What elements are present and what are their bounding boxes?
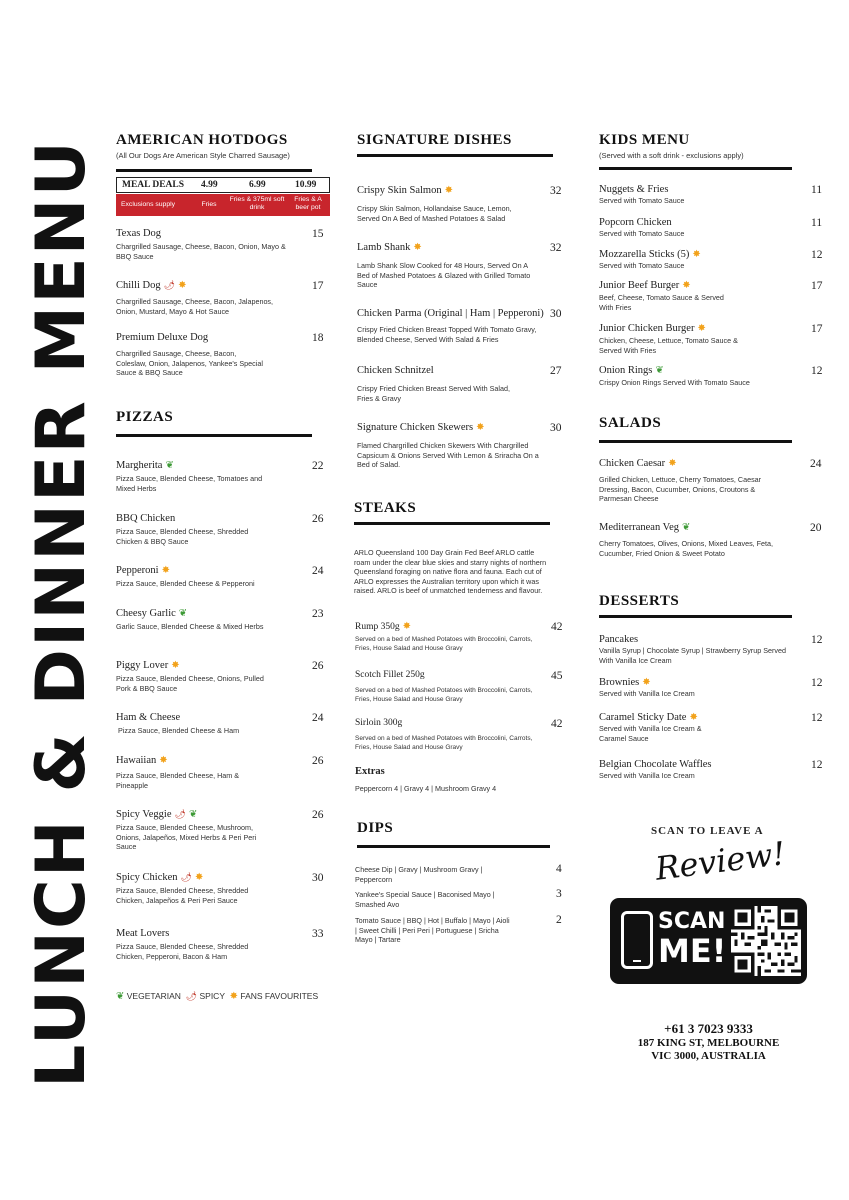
dip-desc: Yankee's Special Sauce | Baconised Mayo | Smashed Avo bbox=[355, 890, 495, 909]
leaf-icon: ❦ bbox=[116, 991, 125, 1002]
item-price: 26 bbox=[312, 809, 324, 821]
star-icon: ✸ bbox=[444, 185, 453, 196]
pizzas-title: PIZZAS bbox=[116, 409, 174, 425]
item-name: Hawaiian bbox=[116, 755, 157, 766]
item-price: 32 bbox=[550, 242, 562, 254]
item-desc: Served on a bed of Mashed Potatoes with Broccolini, Carrots, Fries, House Salad and House Gravy bbox=[355, 636, 533, 652]
menu-item bbox=[116, 513, 326, 546]
meal-deal-price: 6.99 bbox=[249, 180, 266, 190]
section-rule bbox=[357, 845, 550, 848]
hotdogs-title: AMERICAN HOTDOGS bbox=[116, 132, 288, 148]
star-icon: ✸ bbox=[413, 242, 422, 253]
menu-item bbox=[116, 228, 326, 261]
item-price: 17 bbox=[811, 280, 823, 292]
item-desc: Served with Tomato Sauce bbox=[599, 261, 685, 270]
legend-spicy: SPICY bbox=[199, 991, 225, 1001]
dip-item bbox=[355, 862, 565, 884]
kids-title: KIDS MENU bbox=[599, 132, 690, 148]
item-price: 26 bbox=[312, 755, 324, 767]
item-name: Chicken Caesar bbox=[599, 458, 666, 469]
phone-icon bbox=[621, 911, 653, 969]
menu-item bbox=[355, 670, 565, 704]
item-desc: Served on a bed of Mashed Potatoes with Broccolini, Carrots, Fries, House Salad and House Gravy bbox=[355, 735, 533, 751]
meal-deals-notes bbox=[116, 194, 330, 216]
chili-icon: 🌶 bbox=[163, 280, 176, 290]
menu-item bbox=[357, 185, 567, 223]
item-price: 12 bbox=[811, 634, 823, 646]
menu-item bbox=[116, 809, 326, 852]
dip-price: 4 bbox=[556, 863, 562, 875]
item-name: Piggy Lover bbox=[116, 660, 169, 671]
menu-item bbox=[116, 565, 326, 589]
item-desc: Pizza Sauce, Blended Cheese & Pepperoni bbox=[116, 579, 255, 588]
page-title: LUNCH & DINNER MENU bbox=[22, 139, 101, 1088]
item-desc: Pizza Sauce, Blended Cheese, Mushroom, Onions, Jalapeños, Mixed Herbs & Peri Peri Sauce bbox=[116, 823, 257, 851]
item-desc: Pizza Sauce, Blended Cheese & Ham bbox=[118, 726, 240, 735]
item-price: 30 bbox=[312, 872, 324, 884]
item-name: Margherita bbox=[116, 460, 163, 471]
item-desc: Chargrilled Sausage, Cheese, Bacon, Onion, Mayo & BBQ Sauce bbox=[116, 242, 286, 261]
menu-item bbox=[599, 458, 824, 504]
item-desc: Pizza Sauce, Blended Cheese, Shredded Chicken, Pepperoni, Bacon & Ham bbox=[116, 942, 249, 961]
item-desc: Vanilla Syrup | Chocolate Syrup | Strawberry Syrup Served With Vanilla Ice Cream bbox=[599, 646, 786, 665]
item-desc: Grilled Chicken, Lettuce, Cherry Tomatoes, Caesar Dressing, Bacon, Cucumber, Onions, Croutons & Parmesan Cheese bbox=[599, 475, 762, 503]
steaks-section bbox=[354, 500, 554, 516]
item-name: Junior Beef Burger bbox=[599, 280, 680, 291]
item-name: Onion Rings bbox=[599, 365, 653, 376]
star-icon: ✸ bbox=[229, 991, 238, 1002]
item-name: Spicy Veggie bbox=[116, 809, 172, 820]
item-name: Cheesy Garlic bbox=[116, 608, 176, 619]
menu-item bbox=[599, 677, 824, 699]
item-desc: Crispy Onion Rings Served With Tomato Sauce bbox=[599, 378, 750, 387]
item-price: 11 bbox=[811, 184, 823, 196]
item-desc: Chargrilled Sausage, Cheese, Bacon, Coleslaw, Onion, Jalapenos, Yankee's Special Sauce & BBQ Sauce bbox=[116, 349, 263, 377]
item-desc: Served with Vanilla Ice Cream & Caramel Sauce bbox=[599, 724, 702, 743]
menu-item bbox=[116, 660, 326, 693]
item-name: Chicken Parma (Original | Ham | Pepperoni) bbox=[357, 308, 544, 319]
menu-item bbox=[599, 365, 824, 388]
item-price: 12 bbox=[811, 677, 823, 689]
star-icon: ✸ bbox=[682, 280, 691, 291]
item-name: Nuggets & Fries bbox=[599, 184, 669, 195]
item-price: 26 bbox=[312, 660, 324, 672]
signature-title: SIGNATURE DISHES bbox=[357, 132, 512, 148]
leaf-icon: ❦ bbox=[178, 608, 188, 619]
star-icon: ✸ bbox=[642, 677, 651, 688]
meal-deals-box bbox=[116, 177, 330, 221]
item-price: 23 bbox=[312, 608, 324, 620]
item-price: 27 bbox=[550, 365, 562, 377]
item-name: Pepperoni bbox=[116, 565, 159, 576]
item-price: 15 bbox=[312, 228, 324, 240]
menu-item bbox=[357, 242, 567, 290]
item-price: 24 bbox=[312, 565, 324, 577]
leaf-icon: ❦ bbox=[188, 809, 198, 820]
item-desc: Pizza Sauce, Blended Cheese, Shredded Chicken & BBQ Sauce bbox=[116, 527, 249, 546]
item-desc: Crispy Fried Chicken Breast Topped With Tomato Gravy, Blended Cheese, Served With Salad & Fries bbox=[357, 325, 537, 344]
menu-item bbox=[357, 422, 567, 470]
item-desc: Served with Tomato Sauce bbox=[599, 229, 685, 238]
pizzas-section bbox=[116, 409, 314, 425]
salads-title: SALADS bbox=[599, 415, 662, 431]
menu-item bbox=[116, 280, 326, 316]
dip-item bbox=[355, 887, 565, 909]
section-rule bbox=[599, 440, 792, 443]
item-name: Mediterranean Veg bbox=[599, 522, 679, 533]
dip-desc: Cheese Dip | Gravy | Mushroom Gravy | Peppercorn bbox=[355, 865, 483, 884]
item-price: 20 bbox=[810, 522, 822, 534]
menu-item bbox=[116, 460, 326, 493]
item-price: 30 bbox=[550, 422, 562, 434]
item-price: 12 bbox=[811, 249, 823, 261]
item-price: 18 bbox=[312, 332, 324, 344]
chili-icon: 🌶 bbox=[185, 991, 198, 1001]
item-price: 26 bbox=[312, 513, 324, 525]
star-icon: ✸ bbox=[402, 621, 411, 632]
item-desc: Served with Vanilla Ice Cream bbox=[599, 771, 695, 780]
address-line: 187 KING ST, MELBOURNE bbox=[637, 1037, 780, 1049]
item-desc: Served on a bed of Mashed Potatoes with Broccolini, Carrots, Fries, House Salad and House Gravy bbox=[355, 687, 533, 703]
desserts-title: DESSERTS bbox=[599, 593, 680, 609]
dips-section bbox=[357, 820, 557, 836]
item-desc: Crispy Fried Chicken Breast Served With Salad, Fries & Gravy bbox=[357, 384, 510, 403]
star-icon: ✸ bbox=[171, 660, 180, 671]
salads-section bbox=[599, 415, 799, 431]
kids-section bbox=[599, 132, 799, 160]
menu-item bbox=[355, 718, 565, 752]
item-price: 24 bbox=[810, 458, 822, 470]
menu-item bbox=[599, 217, 824, 239]
item-price: 12 bbox=[811, 365, 823, 377]
item-desc: Beef, Cheese, Tomato Sauce & Served With Fries bbox=[599, 293, 724, 312]
section-rule bbox=[354, 522, 550, 525]
dip-price: 3 bbox=[556, 888, 562, 900]
item-desc: Served with Vanilla Ice Cream bbox=[599, 689, 695, 698]
item-name: Rump 350g bbox=[355, 622, 400, 632]
phone-number: +61 3 7023 9333 bbox=[664, 1021, 753, 1036]
item-name: Crispy Skin Salmon bbox=[357, 185, 442, 196]
menu-item bbox=[599, 634, 824, 665]
item-name: Ham & Cheese bbox=[116, 712, 181, 723]
section-rule bbox=[116, 169, 312, 172]
star-icon: ✸ bbox=[194, 872, 204, 883]
menu-item bbox=[116, 755, 326, 790]
meal-deals-label: MEAL DEALS bbox=[122, 180, 185, 190]
item-name: Texas Dog bbox=[116, 228, 162, 239]
item-desc: Pizza Sauce, Blended Cheese, Ham & Pineapple bbox=[116, 771, 240, 790]
item-desc: Pizza Sauce, Blended Cheese, Tomatoes and Mixed Herbs bbox=[116, 474, 263, 493]
star-icon: ✸ bbox=[668, 458, 677, 469]
hotdogs-section bbox=[116, 132, 314, 160]
item-price: 33 bbox=[312, 928, 324, 940]
item-price: 17 bbox=[811, 323, 823, 335]
item-name: Brownies bbox=[599, 677, 640, 688]
menu-item bbox=[599, 184, 824, 206]
star-icon: ✸ bbox=[689, 712, 698, 723]
qr-code-icon[interactable] bbox=[731, 906, 801, 976]
steaks-extras bbox=[355, 766, 565, 794]
dips-title: DIPS bbox=[357, 820, 394, 836]
item-name: Pancakes bbox=[599, 634, 639, 645]
star-icon: ✸ bbox=[692, 249, 701, 260]
item-desc: Pizza Sauce, Blended Cheese, Shredded Chicken, Jalapeños & Peri Peri Sauce bbox=[116, 886, 249, 905]
item-price: 30 bbox=[550, 308, 562, 320]
me-label: ME! bbox=[658, 932, 727, 970]
hotdogs-subtitle: (All Our Dogs Are American Style Charred Sausage) bbox=[116, 151, 290, 160]
menu-item bbox=[599, 522, 824, 558]
star-icon: ✸ bbox=[161, 565, 170, 576]
item-name: Premium Deluxe Dog bbox=[116, 332, 209, 343]
star-icon: ✸ bbox=[178, 280, 187, 291]
item-price: 42 bbox=[551, 621, 563, 633]
signature-section bbox=[357, 132, 557, 148]
item-price: 12 bbox=[811, 759, 823, 771]
desserts-section bbox=[599, 593, 799, 609]
menu-item bbox=[599, 712, 824, 743]
item-desc: Chicken, Cheese, Lettuce, Tomato Sauce & Served With Fries bbox=[599, 336, 738, 355]
dip-item bbox=[355, 913, 565, 945]
item-price: 11 bbox=[811, 217, 823, 229]
item-price: 12 bbox=[811, 712, 823, 724]
meal-deal-price: 4.99 bbox=[201, 180, 218, 190]
item-desc: Crispy Skin Salmon, Hollandaise Sauce, Lemon, Served On A Bed of Mashed Potatoes & Salad bbox=[357, 204, 512, 223]
scan-caption: SCAN TO LEAVE A bbox=[651, 825, 764, 837]
item-name: Caramel Sticky Date bbox=[599, 712, 687, 723]
menu-item bbox=[599, 759, 824, 781]
item-price: 17 bbox=[312, 280, 324, 292]
item-price: 32 bbox=[550, 185, 562, 197]
item-name: Sirloin 300g bbox=[355, 718, 403, 728]
item-desc: Cherry Tomatoes, Olives, Onions, Mixed Leaves, Feta, Cucumber, Fried Onion & Sweet Potato bbox=[599, 539, 774, 558]
scan-me-badge[interactable] bbox=[610, 898, 807, 984]
item-name: Mozzarella Sticks (5) bbox=[599, 249, 690, 260]
section-rule bbox=[599, 167, 792, 170]
item-desc: Pizza Sauce, Blended Cheese, Onions, Pulled Pork & BBQ Sauce bbox=[116, 674, 264, 693]
item-name: Chilli Dog bbox=[116, 280, 161, 291]
menu-item bbox=[357, 308, 567, 344]
menu-item bbox=[116, 928, 326, 961]
menu-item bbox=[357, 365, 567, 403]
section-rule bbox=[357, 154, 553, 157]
menu-item bbox=[599, 280, 824, 312]
star-icon: ✸ bbox=[697, 323, 706, 334]
item-price: 22 bbox=[312, 460, 324, 472]
leaf-icon: ❦ bbox=[681, 522, 691, 533]
section-rule bbox=[599, 615, 792, 618]
kids-subtitle: (Served with a soft drink - exclusions apply) bbox=[599, 151, 744, 160]
extras-list: Peppercorn 4 | Gravy 4 | Mushroom Gravy 4 bbox=[355, 784, 497, 793]
leaf-icon: ❦ bbox=[655, 365, 664, 376]
dip-price: 2 bbox=[556, 914, 562, 926]
meal-deal-note: Fries & A beer pot bbox=[294, 196, 322, 211]
legend bbox=[116, 991, 318, 1002]
scan-label: SCAN bbox=[658, 909, 726, 934]
item-name: Signature Chicken Skewers bbox=[357, 422, 474, 433]
steaks-intro: ARLO Queensland 100 Day Grain Fed Beef ARLO cattle roam under the clear blue skies and starry nights of northern Queensland foraging on native flora and fauna. Each cut of ARLO expresses the Australian territory upon which it was raised. ARLO is beef of unmatched tenderness and flavour. bbox=[354, 548, 547, 595]
item-name: BBQ Chicken bbox=[116, 513, 176, 524]
meal-deals-header bbox=[116, 177, 330, 193]
item-name: Lamb Shank bbox=[357, 242, 411, 253]
item-desc: Lamb Shank Slow Cooked for 48 Hours, Served On A Bed of Mashed Potatoes & Glazed with Grilled Tomato Sauce bbox=[357, 261, 531, 289]
meal-deal-note: Fries bbox=[201, 201, 217, 208]
menu-item bbox=[355, 621, 565, 653]
menu-item bbox=[116, 332, 326, 378]
item-name: Popcorn Chicken bbox=[599, 217, 672, 228]
item-name: Belgian Chocolate Waffles bbox=[599, 759, 712, 770]
item-price: 24 bbox=[312, 712, 324, 724]
menu-item bbox=[116, 712, 326, 736]
address-line: VIC 3000, AUSTRALIA bbox=[651, 1050, 766, 1062]
chili-icon: 🌶 bbox=[174, 809, 186, 819]
menu-item bbox=[116, 872, 326, 905]
menu-item bbox=[599, 249, 824, 271]
star-icon: ✸ bbox=[159, 755, 168, 766]
menu-item bbox=[116, 608, 326, 632]
leaf-icon: ❦ bbox=[165, 460, 174, 471]
item-desc: Garlic Sauce, Blended Cheese & Mixed Herbs bbox=[116, 622, 264, 631]
review-script: Review! bbox=[653, 834, 788, 888]
extras-title: Extras bbox=[355, 766, 385, 777]
item-name: Spicy Chicken bbox=[116, 872, 178, 883]
item-price: 42 bbox=[551, 718, 563, 730]
legend-fans: FANS FAVOURITES bbox=[240, 991, 319, 1001]
item-name: Meat Lovers bbox=[116, 928, 170, 939]
meal-deal-note: Fries & 375ml soft drink bbox=[229, 196, 285, 211]
item-desc: Chargrilled Sausage, Cheese, Bacon, Jalapenos, Onion, Mustard, Mayo & Hot Sauce bbox=[116, 297, 274, 316]
menu-item bbox=[599, 323, 824, 355]
item-desc: Flamed Chargrilled Chicken Skewers With Chargrilled Capsicum & Onions Served With Lemon & Sriracha On a Bed of Salad. bbox=[357, 441, 539, 469]
item-price: 45 bbox=[551, 670, 563, 682]
steaks-title: STEAKS bbox=[354, 500, 417, 516]
item-desc: Served with Tomato Sauce bbox=[599, 196, 685, 205]
star-icon: ✸ bbox=[476, 422, 485, 433]
dip-desc: Tomato Sauce | BBQ | Hot | Buffalo | Mayo | Aioli | Sweet Chilli | Peri Peri | Portuguese | Sricha Mayo | Tartare bbox=[355, 916, 510, 944]
meal-deal-note: Exclusions supply bbox=[121, 201, 176, 208]
item-name: Junior Chicken Burger bbox=[599, 323, 695, 334]
meal-deal-price: 10.99 bbox=[295, 180, 317, 190]
contact-block bbox=[610, 1021, 807, 1063]
section-rule bbox=[116, 434, 312, 437]
item-name: Chicken Schnitzel bbox=[357, 365, 434, 376]
legend-vegetarian: VEGETARIAN bbox=[126, 991, 181, 1001]
item-name: Scotch Fillet 250g bbox=[355, 670, 425, 680]
chili-icon: 🌶 bbox=[180, 872, 192, 882]
